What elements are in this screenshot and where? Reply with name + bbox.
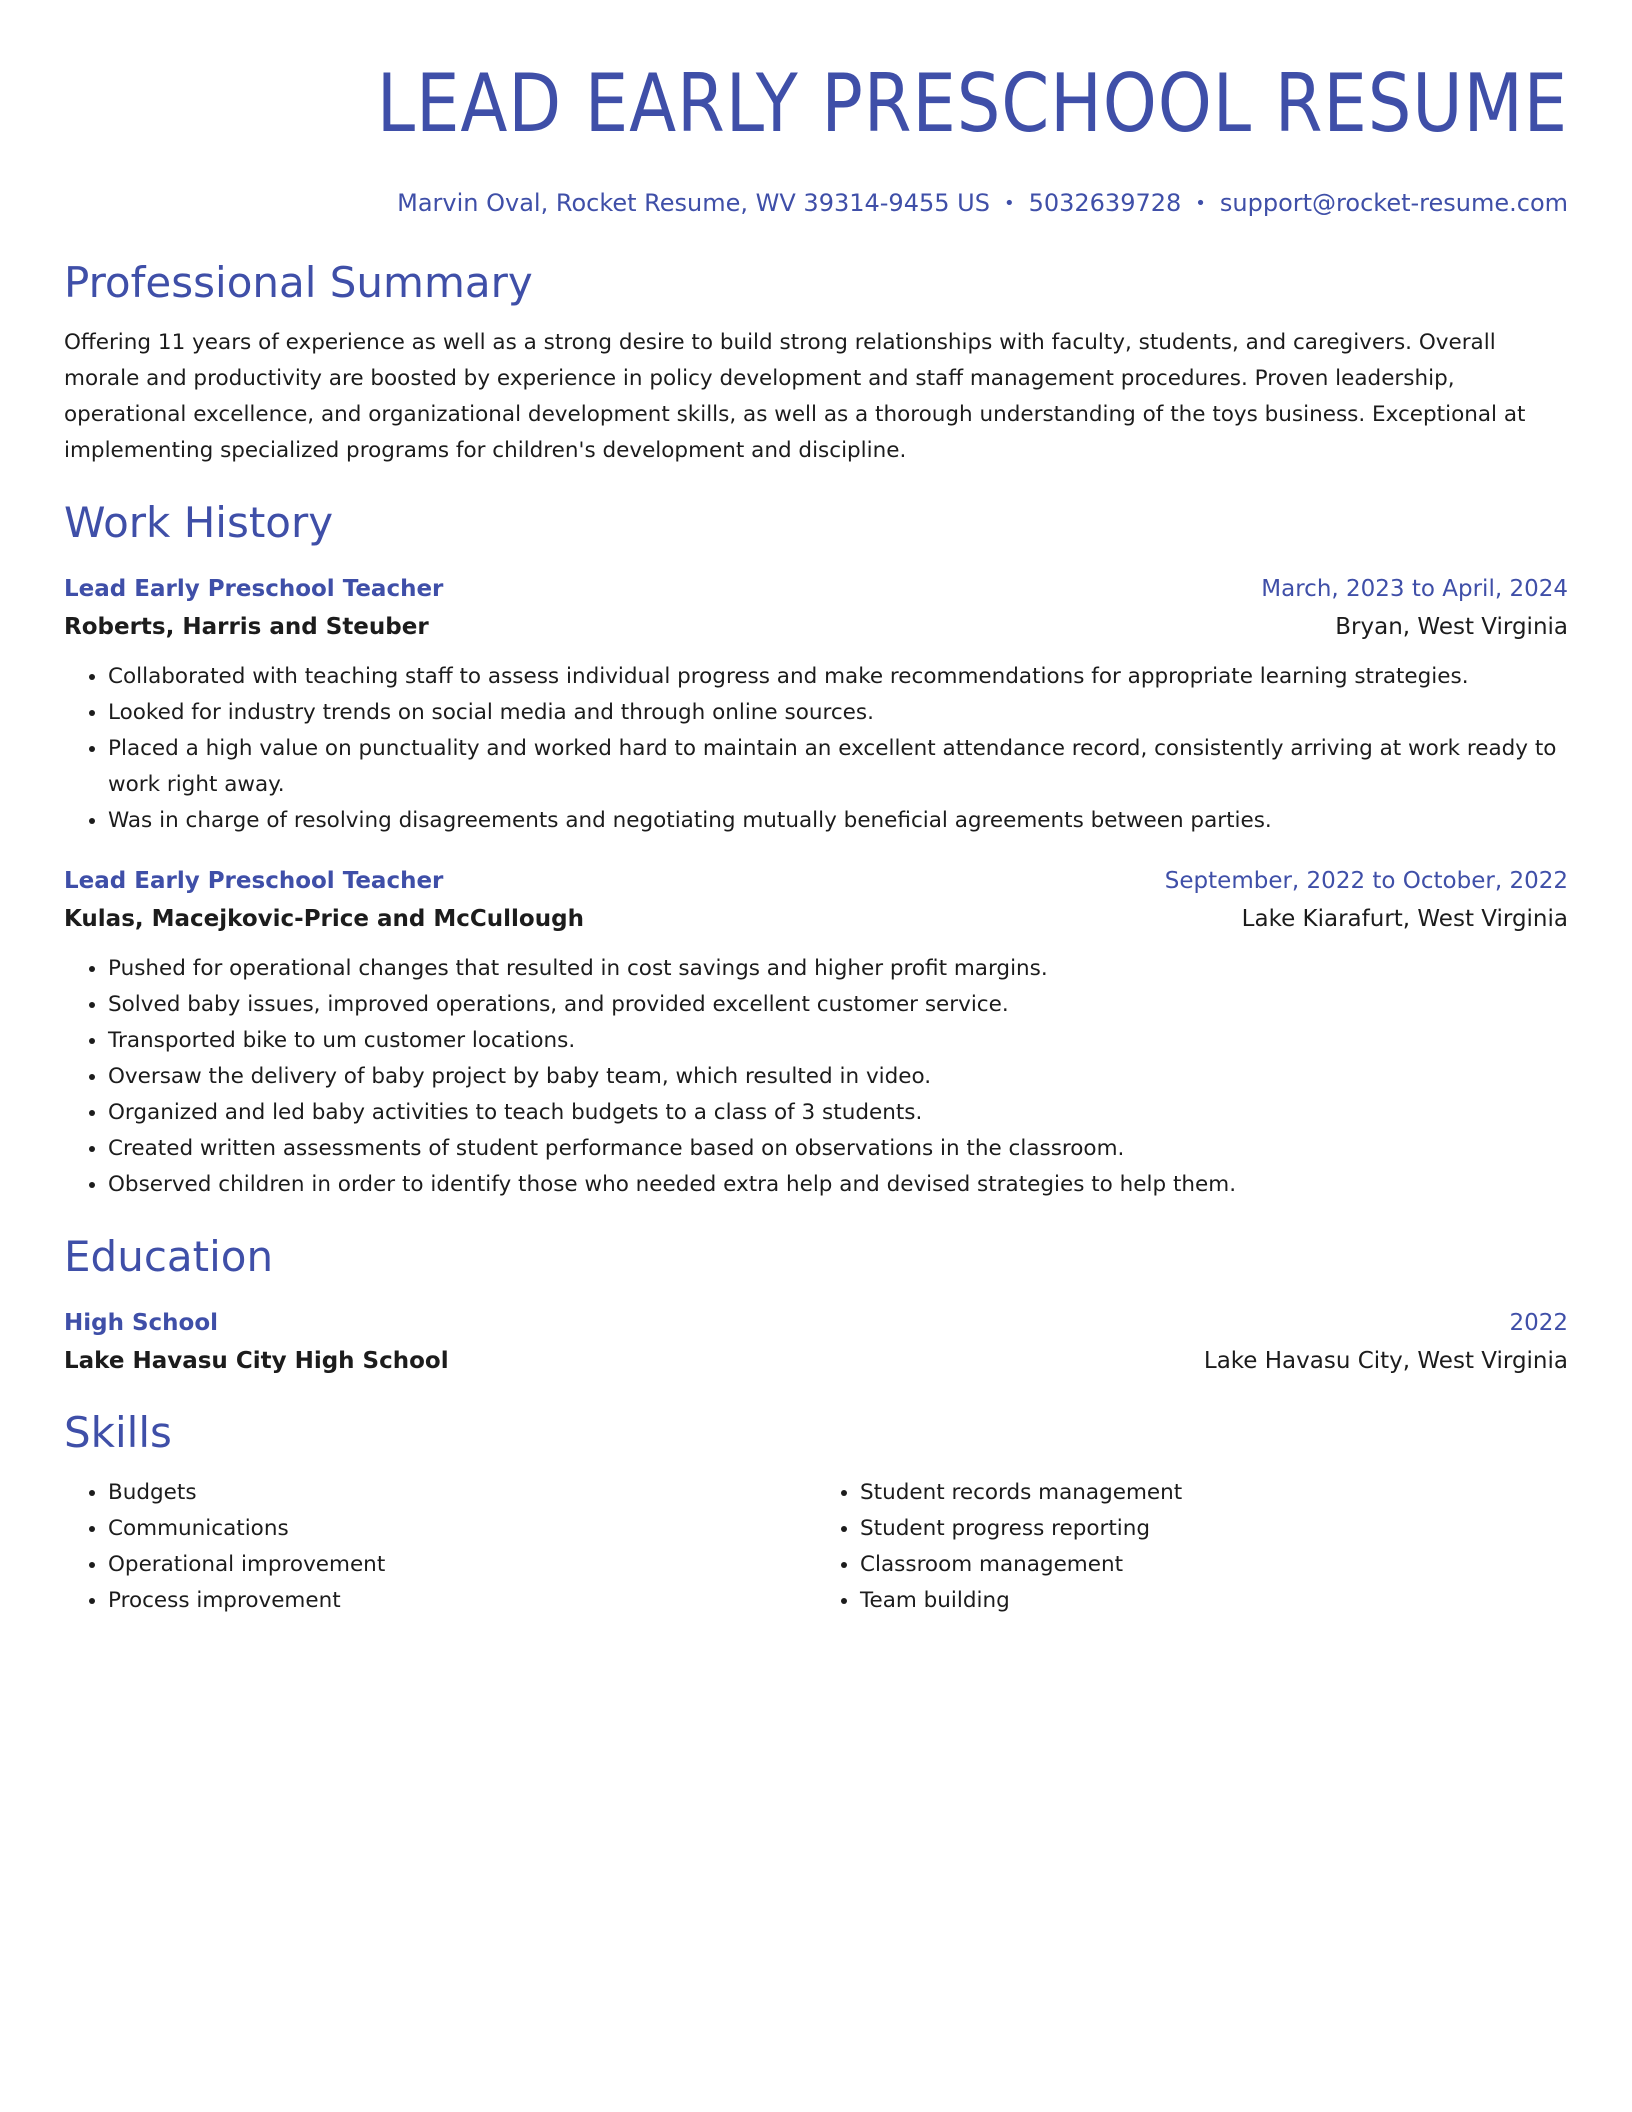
job-company: Roberts, Harris and Steuber <box>64 614 429 640</box>
job-bullet: • Was in charge of resolving disagreements and negotiating mutually beneficial agreements between parties. <box>108 803 1568 839</box>
job-dates: September, 2022 to October, 2022 <box>1164 868 1568 894</box>
skills-heading: Skills <box>64 1408 172 1457</box>
job-bullet: • Solved baby issues, improved operations, and provided excellent customer service. <box>108 987 1568 1023</box>
skill-item: • Team building <box>860 1583 1568 1619</box>
education-location: Lake Havasu City, West Virginia <box>1203 1348 1568 1374</box>
job-entry <box>64 863 1568 1203</box>
skill-item: • Student progress reporting <box>860 1511 1568 1547</box>
skills-list-right <box>816 1475 1568 1619</box>
skill-item: • Operational improvement <box>108 1547 816 1583</box>
contact-line <box>64 188 1568 219</box>
education-degree: High School <box>64 1310 219 1336</box>
job-bullet: • Oversaw the delivery of baby project by baby team, which resulted in video. <box>108 1059 1568 1095</box>
job-bullet: • Collaborated with teaching staff to assess individual progress and make recommendations for appropriate learning strategies. <box>108 659 1568 695</box>
job-bullet: • Organized and led baby activities to teach budgets to a class of 3 students. <box>108 1095 1568 1131</box>
education-year: 2022 <box>1509 1310 1568 1336</box>
job-bullet-list <box>64 951 1568 1203</box>
skill-item: • Communications <box>108 1511 816 1547</box>
job-bullet: • Transported bike to um customer locations. <box>108 1023 1568 1059</box>
job-entry <box>64 571 1568 839</box>
job-bullet: • Created written assessments of student performance based on observations in the classroom. <box>108 1131 1568 1167</box>
job-location: Lake Kiarafurt, West Virginia <box>1241 906 1568 932</box>
education-school: Lake Havasu City High School <box>64 1348 449 1374</box>
contact-separator: • <box>1195 193 1206 214</box>
job-bullet: • Pushed for operational changes that resulted in cost savings and higher profit margins. <box>108 951 1568 987</box>
job-bullet-list <box>64 659 1568 839</box>
professional-summary-text: Offering 11 years of experience as well as a strong desire to build strong relationships with faculty, students, and caregivers. Overall morale and productivity are boosted by experience in policy development and staff management procedures. Proven leadership, operational excellence, and organizational development skills, as well as a thorough understanding of the toys business. Exceptional at implementing specialized programs for children's development and discipline. <box>64 330 1526 463</box>
skill-item: • Classroom management <box>860 1547 1568 1583</box>
professional-summary-heading: Professional Summary <box>64 258 533 307</box>
job-bullet: • Looked for industry trends on social media and through online sources. <box>108 695 1568 731</box>
contact-email: support@rocket-resume.com <box>1219 189 1568 217</box>
skills-grid <box>64 1475 1568 1619</box>
skill-item: • Process improvement <box>108 1583 816 1619</box>
job-company: Kulas, Macejkovic-Price and McCullough <box>64 906 584 932</box>
contact-separator: • <box>1003 193 1015 214</box>
job-title: Lead Early Preschool Teacher <box>64 576 444 602</box>
job-bullet: • Observed children in order to identify those who needed extra help and devised strategies to help them. <box>108 1167 1568 1203</box>
work-history-heading: Work History <box>64 498 334 547</box>
job-title: Lead Early Preschool Teacher <box>64 868 444 894</box>
skill-item: • Budgets <box>108 1475 816 1511</box>
job-dates: March, 2023 to April, 2024 <box>1261 576 1568 602</box>
skills-list-left <box>64 1475 816 1619</box>
resume-title: LEAD EARLY PRESCHOOL RESUME <box>376 57 1568 150</box>
job-location: Bryan, West Virginia <box>1335 614 1568 640</box>
contact-phone: 5032639728 <box>1028 189 1182 217</box>
contact-address: Marvin Oval, Rocket Resume, WV 39314-9455 US <box>397 189 990 217</box>
education-entry <box>64 1305 1568 1381</box>
skill-item: • Student records management <box>860 1475 1568 1511</box>
job-bullet: • Placed a high value on punctuality and worked hard to maintain an excellent attendance record, consistently arriving at work ready to work right away. <box>108 731 1568 803</box>
education-heading: Education <box>64 1232 274 1281</box>
